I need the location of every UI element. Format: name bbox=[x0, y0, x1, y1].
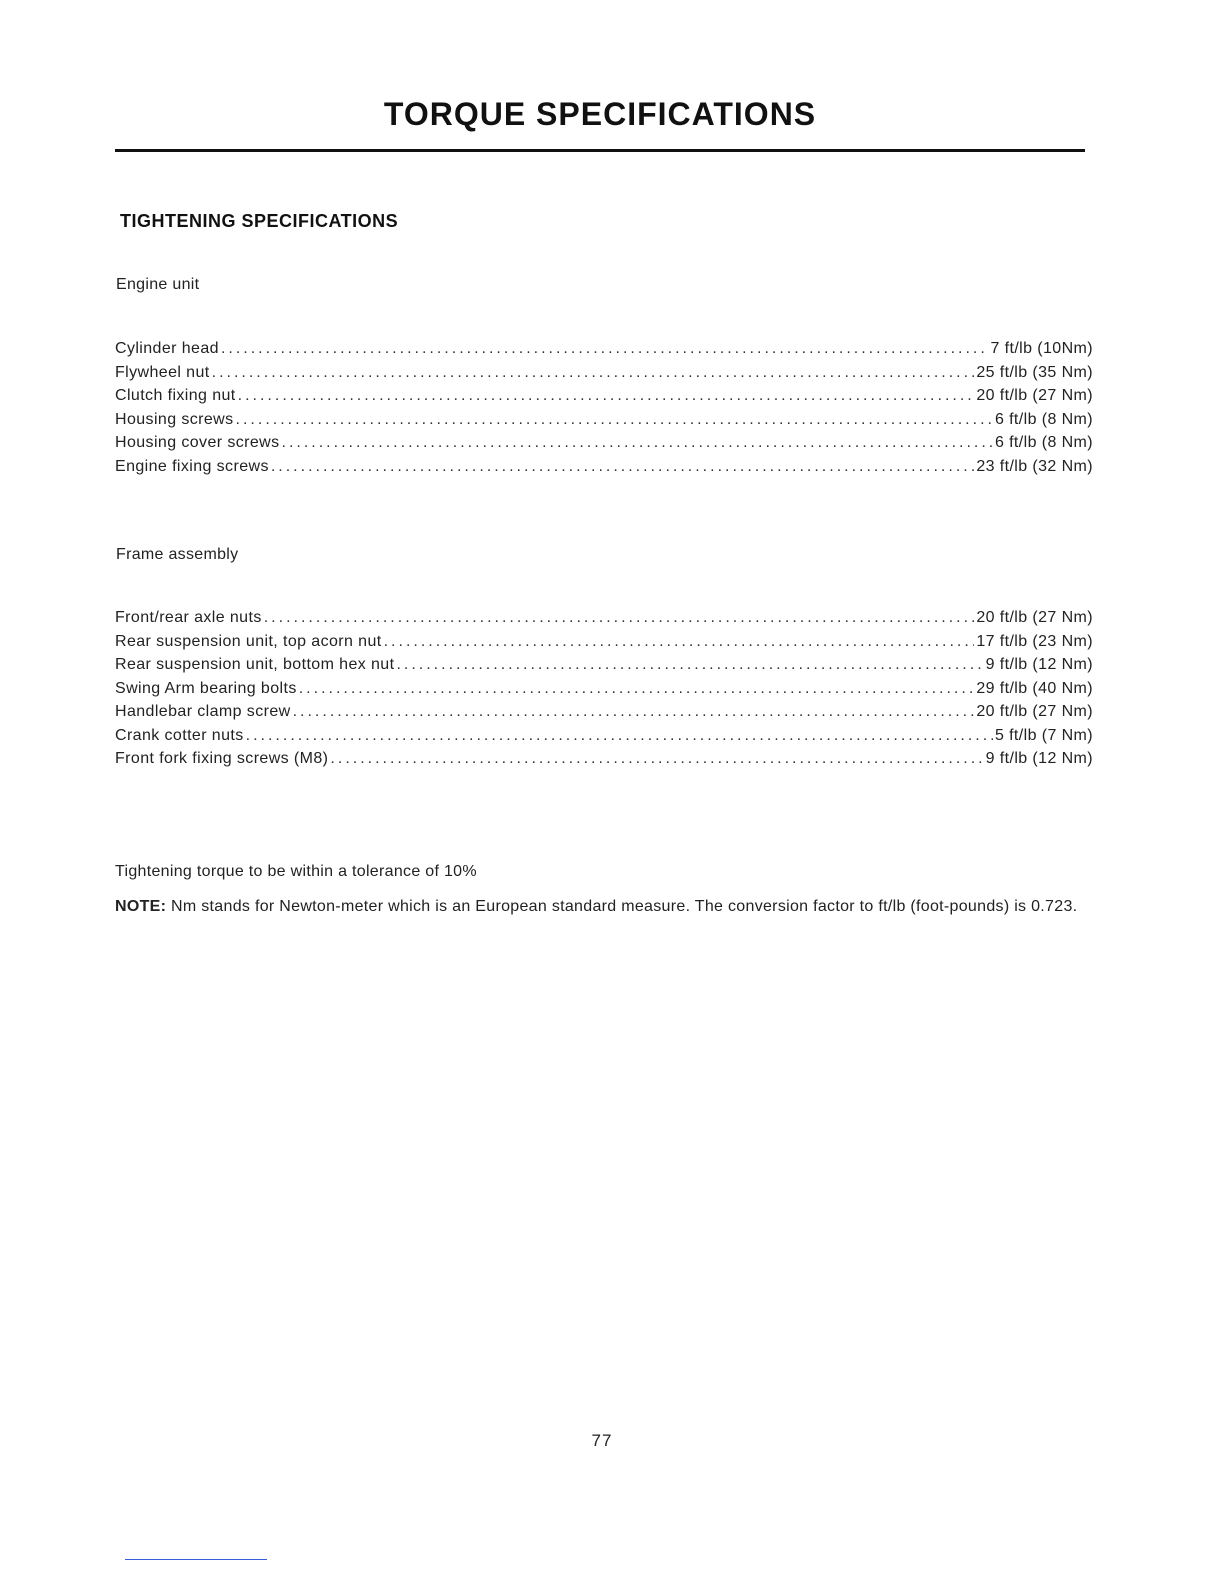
spec-row bbox=[115, 750, 1093, 774]
spec-row bbox=[115, 387, 1093, 411]
spec-value: 6 ft/lb (8 Nm) bbox=[994, 434, 1093, 451]
dot-leader bbox=[212, 364, 975, 382]
spec-value: 7 ft/lb (10Nm) bbox=[990, 340, 1093, 357]
spec-label: Swing Arm bearing bolts bbox=[115, 679, 297, 697]
tolerance-note: Tightening torque to be within a tolerance of 10% bbox=[115, 863, 477, 880]
dot-leader bbox=[299, 680, 975, 698]
note-text: Nm stands for Newton-meter which is an European standard measure. The conversion factor to ft/lb (foot-pounds) is 0.723. bbox=[171, 898, 1078, 915]
footer-rule bbox=[125, 1559, 267, 1560]
spec-row bbox=[115, 609, 1093, 633]
dot-leader bbox=[238, 387, 975, 405]
spec-row bbox=[115, 633, 1093, 657]
spec-value: 23 ft/lb (32 Nm) bbox=[976, 457, 1093, 475]
dot-leader bbox=[271, 458, 974, 476]
dot-leader bbox=[282, 434, 993, 452]
frame-spec-list bbox=[115, 609, 1093, 774]
dot-leader bbox=[330, 750, 983, 768]
page-number: 77 bbox=[591, 1431, 613, 1450]
dot-leader bbox=[221, 340, 989, 358]
dot-leader bbox=[264, 609, 975, 627]
spec-value: 20 ft/lb (27 Nm) bbox=[976, 609, 1093, 626]
title-rule bbox=[115, 149, 1085, 152]
spec-value: 6 ft/lb (8 Nm) bbox=[994, 410, 1093, 428]
spec-row bbox=[115, 434, 1093, 458]
spec-row bbox=[115, 727, 1093, 751]
spec-row bbox=[115, 411, 1093, 435]
spec-label: Flywheel nut bbox=[115, 363, 210, 381]
spec-label: Handlebar clamp screw bbox=[115, 703, 291, 720]
section-heading: TIGHTENING SPECIFICATIONS bbox=[120, 211, 399, 231]
spec-label: Housing cover screws bbox=[115, 434, 280, 451]
spec-label: Rear suspension unit, bottom hex nut bbox=[115, 656, 395, 673]
spec-label: Clutch fixing nut bbox=[115, 387, 236, 404]
dot-leader bbox=[293, 703, 975, 721]
spec-value: 20 ft/lb (27 Nm) bbox=[976, 387, 1093, 404]
dot-leader bbox=[236, 411, 993, 429]
spec-label: Engine fixing screws bbox=[115, 457, 269, 475]
engine-unit-heading: Engine unit bbox=[116, 276, 200, 293]
spec-value: 20 ft/lb (27 Nm) bbox=[976, 703, 1093, 720]
spec-row bbox=[115, 458, 1093, 482]
spec-label: Crank cotter nuts bbox=[115, 726, 244, 744]
spec-row bbox=[115, 656, 1093, 680]
spec-row bbox=[115, 364, 1093, 388]
spec-value: 25 ft/lb (35 Nm) bbox=[976, 363, 1093, 381]
page-title: TORQUE SPECIFICATIONS bbox=[383, 96, 817, 132]
spec-label: Front/rear axle nuts bbox=[115, 609, 262, 626]
spec-row bbox=[115, 340, 1093, 364]
frame-assembly-heading: Frame assembly bbox=[116, 546, 239, 563]
dot-leader bbox=[246, 727, 993, 745]
dot-leader bbox=[384, 633, 975, 651]
engine-spec-list bbox=[115, 340, 1093, 481]
spec-label: Rear suspension unit, top acorn nut bbox=[115, 632, 382, 650]
spec-label: Housing screws bbox=[115, 410, 234, 428]
spec-value: 29 ft/lb (40 Nm) bbox=[976, 679, 1093, 697]
spec-label: Cylinder head bbox=[115, 340, 219, 357]
spec-row bbox=[115, 703, 1093, 727]
spec-row bbox=[115, 680, 1093, 704]
spec-value: 9 ft/lb (12 Nm) bbox=[985, 656, 1093, 673]
dot-leader bbox=[396, 656, 983, 674]
spec-value: 5 ft/lb (7 Nm) bbox=[994, 726, 1093, 744]
spec-label: Front fork fixing screws (M8) bbox=[115, 750, 329, 767]
spec-value: 9 ft/lb (12 Nm) bbox=[985, 750, 1093, 767]
note-label: NOTE: bbox=[115, 898, 167, 915]
conversion-note bbox=[115, 896, 1095, 918]
spec-value: 17 ft/lb (23 Nm) bbox=[976, 632, 1093, 650]
